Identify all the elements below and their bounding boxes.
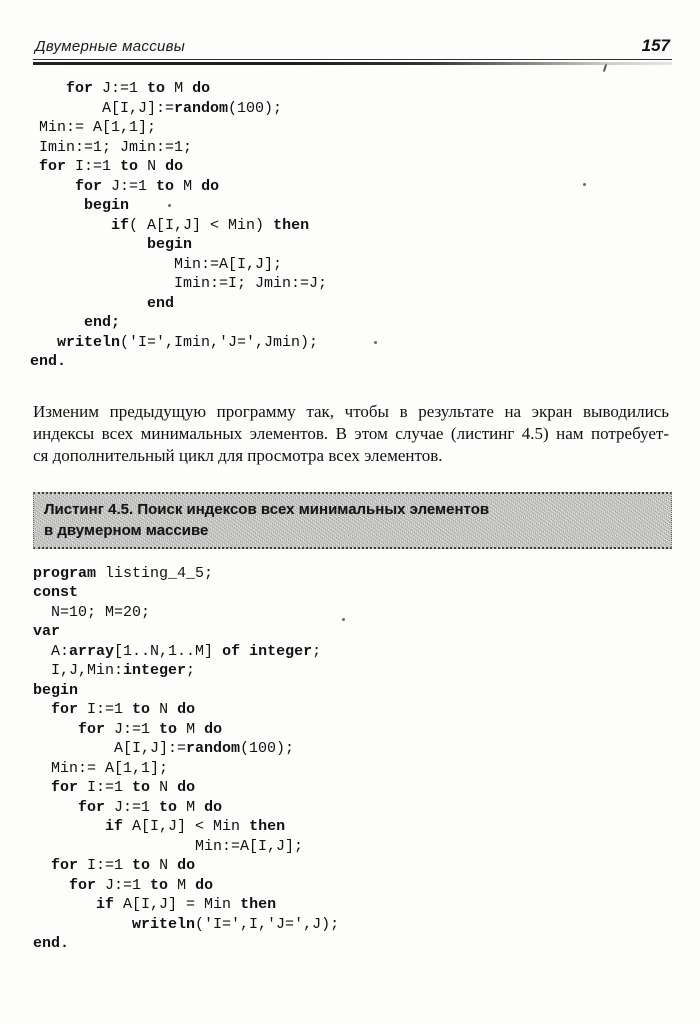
running-head — [33, 36, 672, 59]
code-line: A[I,J]:=random(100); — [30, 99, 283, 117]
code-line: for J:=1 to M do — [78, 720, 223, 738]
code-line: if( A[I,J] < Min) then — [111, 216, 310, 234]
code-line: end. — [33, 935, 70, 952]
code-line: Min:= A[1,1]; — [33, 759, 169, 777]
body-paragraph — [33, 401, 669, 467]
code-line: begin — [147, 236, 193, 253]
scan-artifact — [583, 183, 586, 186]
code-line: N=10; M=20; — [33, 603, 151, 621]
code-line: end — [147, 294, 175, 312]
code-line: var — [33, 623, 61, 640]
scan-artifact — [168, 204, 171, 207]
listing-caption-line: Листинг 4.5. Поиск индексов всех минимальных элементов — [44, 500, 490, 518]
code-line: Imin:=1; Jmin:=1; — [30, 138, 193, 156]
code-line: for I:=1 to N do — [39, 158, 184, 175]
pascal-code-block-2 — [33, 564, 672, 954]
pascal-code-block-1 — [30, 79, 672, 372]
code-line: writeln('I=',I,'J=',J); — [132, 915, 340, 933]
code-line: for I:=1 to N do — [51, 779, 196, 796]
scan-artifact — [603, 64, 607, 72]
code-line: Imin:=I; Jmin:=J; — [30, 275, 328, 292]
paragraph-line: Изменим предыдущую программу так, чтобы в результате на экран выводились — [33, 401, 669, 421]
code-line: I,J,Min:integer; — [33, 662, 196, 679]
listing-caption-line: в двумерном массиве — [44, 521, 209, 539]
paragraph-line: индексы всех минимальных элементов. В этом случае (листинг 4.5) нам потребует- — [33, 423, 669, 443]
scan-artifact — [342, 618, 345, 621]
paragraph-line: ся дополнительный цикл для просмотра всех элементов. — [33, 445, 443, 465]
header-rule-thin — [33, 59, 672, 60]
header-rule-thick — [33, 62, 672, 65]
scan-artifact — [374, 341, 377, 344]
code-line: Min:=A[I,J]; — [30, 255, 283, 273]
code-line: if A[I,J] < Min then — [105, 818, 286, 835]
code-line: for J:=1 to M do — [75, 177, 220, 195]
code-line: end. — [30, 353, 67, 370]
code-line: for J:=1 to M do — [66, 80, 211, 97]
code-line: for J:=1 to M do — [69, 876, 214, 894]
code-line: if A[I,J] = Min then — [96, 896, 277, 913]
code-line: Min:=A[I,J]; — [33, 837, 304, 855]
code-line: Min:= A[1,1]; — [30, 119, 157, 136]
code-line: program listing_4_5; — [33, 564, 214, 582]
code-line: begin — [33, 681, 79, 699]
code-line: writeln('I=',Imin,'J=',Jmin); — [57, 333, 319, 351]
code-line: for I:=1 to N do — [51, 857, 196, 874]
page-number: 157 — [641, 36, 670, 55]
code-line: A:array[1..N,1..M] of integer; — [33, 642, 322, 660]
code-line: end; — [84, 314, 121, 331]
code-line: A[I,J]:=random(100); — [33, 740, 295, 757]
code-line: for J:=1 to M do — [78, 798, 223, 816]
listing-caption-box — [33, 492, 672, 549]
code-line: for I:=1 to N do — [51, 701, 196, 718]
code-line: begin — [84, 197, 130, 214]
chapter-title: Двумерные массивы — [35, 38, 186, 55]
code-line: const — [33, 584, 79, 601]
